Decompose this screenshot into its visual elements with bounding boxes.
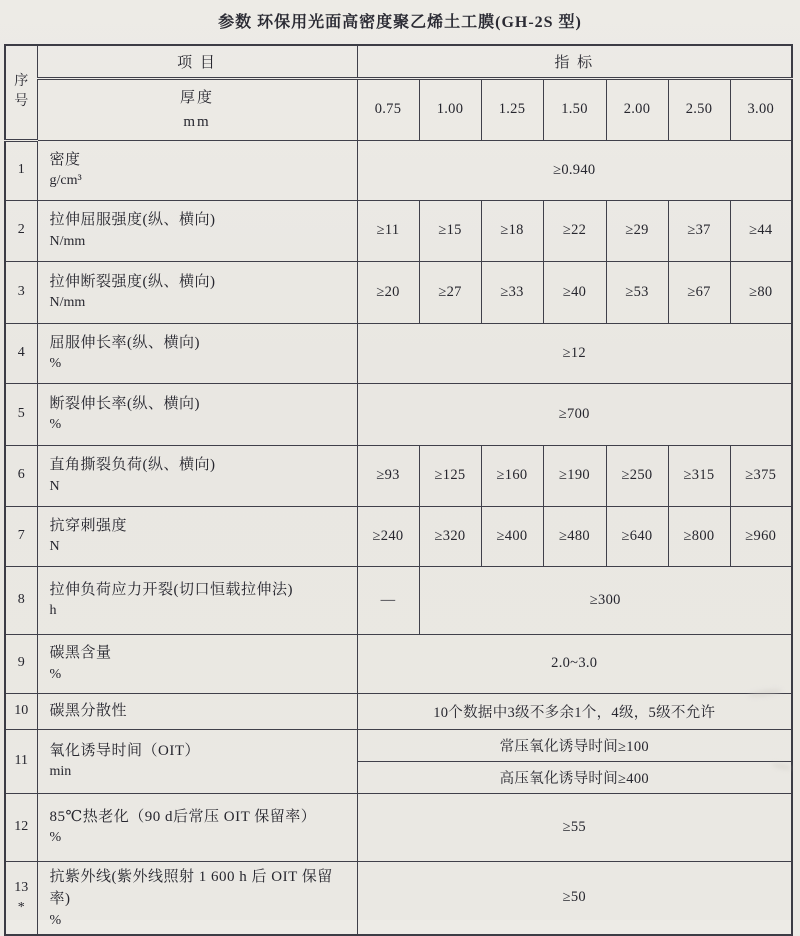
row-no-cell: 13* <box>5 861 37 935</box>
row-item-cell <box>37 693 357 729</box>
row-item-unit: N <box>49 539 60 555</box>
thickness-value-cell: 3.00 <box>730 78 792 140</box>
table-row <box>5 261 792 323</box>
table-row <box>5 729 792 761</box>
row-item-name: 碳黑含量 <box>49 645 112 662</box>
thickness-value-cell: 2.00 <box>606 78 668 140</box>
row-item-unit: % <box>49 417 62 433</box>
row-no-cell: 4 <box>5 323 37 383</box>
row-value-cell: ≥80 <box>730 261 792 323</box>
row-span-value-cell: 10个数据中3级不多余1个，4级，5级不允许 <box>357 693 792 729</box>
row-item-cell <box>37 323 357 383</box>
row-value-cell: ≥315 <box>668 445 730 506</box>
row-item-cell <box>37 729 357 793</box>
row-span-value-cell: ≥55 <box>357 793 792 861</box>
thickness-label: 厚度 <box>179 89 214 106</box>
row-value-cell: ≥125 <box>419 445 481 506</box>
row-item-name: 拉伸屈服强度(纵、横向) <box>49 212 216 229</box>
row-item-unit: N <box>49 478 60 494</box>
row-subvalue-cell: 高压氧化诱导时间≥400 <box>357 761 792 793</box>
row-item-cell <box>37 566 357 634</box>
row-item-name: 屈服伸长率(纵、横向) <box>49 334 200 351</box>
row-value-cell: ≥400 <box>481 506 543 566</box>
row-span-value-cell: ≥300 <box>419 566 792 634</box>
row-value-cell: ≥20 <box>357 261 419 323</box>
thickness-value-cell: 1.50 <box>543 78 606 140</box>
row-item-unit: min <box>49 764 72 780</box>
row-value-cell: ≥640 <box>606 506 668 566</box>
header-item-cell: 项 目 <box>37 45 357 78</box>
row-value-cell: ≥800 <box>668 506 730 566</box>
thickness-value-cell: 0.75 <box>357 78 419 140</box>
table-row <box>5 861 792 935</box>
row-value-cell: ≥27 <box>419 261 481 323</box>
row-subvalue-cell: 常压氧化诱导时间≥100 <box>357 729 792 761</box>
row-value-cell: ≥44 <box>730 200 792 261</box>
row-item-name: 抗穿刺强度 <box>49 517 128 534</box>
row-item-cell <box>37 506 357 566</box>
row-value-cell: ≥67 <box>668 261 730 323</box>
row-no-cell: 12 <box>5 793 37 861</box>
row-item-name: 密度 <box>49 151 81 168</box>
thickness-unit: mm <box>183 113 211 130</box>
table-row <box>5 445 792 506</box>
table-row <box>5 634 792 693</box>
row-value-cell: ≥37 <box>668 200 730 261</box>
row-no-cell: 3 <box>5 261 37 323</box>
row-item-cell <box>37 140 357 200</box>
row-item-unit: h <box>49 603 57 619</box>
row-item-unit: % <box>49 912 62 928</box>
row-item-name: 氧化诱导时间（OIT） <box>49 742 200 759</box>
header-index-cell: 指 标 <box>357 45 792 78</box>
row-item-unit: g/cm³ <box>49 173 82 189</box>
header-thickness-cell <box>37 78 357 140</box>
thickness-value-cell: 1.25 <box>481 78 543 140</box>
row-item-cell <box>37 861 357 935</box>
row-value-cell: ≥240 <box>357 506 419 566</box>
row-no-cell: 7 <box>5 506 37 566</box>
row-no-cell: 10 <box>5 693 37 729</box>
table-row <box>5 140 792 200</box>
row-item-cell <box>37 445 357 506</box>
thickness-value-cell: 1.00 <box>419 78 481 140</box>
row-value-cell: ≥960 <box>730 506 792 566</box>
row-value-cell: ≥22 <box>543 200 606 261</box>
row-item-unit: % <box>49 666 62 682</box>
row-value-cell: ≥190 <box>543 445 606 506</box>
row-dash-cell: — <box>357 566 419 634</box>
row-span-value-cell: 2.0~3.0 <box>357 634 792 693</box>
row-value-cell: ≥480 <box>543 506 606 566</box>
row-value-cell: ≥40 <box>543 261 606 323</box>
row-value-cell: ≥18 <box>481 200 543 261</box>
row-value-cell: ≥11 <box>357 200 419 261</box>
row-item-name: 拉伸负荷应力开裂(切口恒载拉伸法) <box>49 581 293 598</box>
row-no-cell: 5 <box>5 383 37 445</box>
row-value-cell: ≥250 <box>606 445 668 506</box>
row-item-cell <box>37 793 357 861</box>
row-span-value-cell: ≥0.940 <box>357 140 792 200</box>
row-item-cell <box>37 261 357 323</box>
row-item-cell <box>37 383 357 445</box>
row-span-value-cell: ≥12 <box>357 323 792 383</box>
row-item-name: 拉伸断裂强度(纵、横向) <box>49 273 216 290</box>
table-row <box>5 323 792 383</box>
row-item-name: 抗紫外线(紫外线照射 1 600 h 后 OIT 保留率) <box>49 868 333 907</box>
row-value-cell: ≥160 <box>481 445 543 506</box>
table-row <box>5 566 792 634</box>
row-item-name: 碳黑分散性 <box>49 702 128 719</box>
row-item-unit: % <box>49 830 62 846</box>
header-serial-cell: 序号 <box>5 45 37 140</box>
row-span-value-cell: ≥700 <box>357 383 792 445</box>
row-item-cell <box>37 200 357 261</box>
row-value-cell: ≥29 <box>606 200 668 261</box>
row-item-cell <box>37 634 357 693</box>
row-item-name: 断裂伸长率(纵、横向) <box>49 395 200 412</box>
row-value-cell: ≥93 <box>357 445 419 506</box>
page-title: 参数 环保用光面高密度聚乙烯土工膜(GH-2S 型) <box>218 14 582 31</box>
row-item-name: 85℃热老化（90 d后常压 OIT 保留率） <box>49 808 317 825</box>
table-row <box>5 793 792 861</box>
row-value-cell: ≥320 <box>419 506 481 566</box>
table-row <box>5 383 792 445</box>
row-no-cell: 9 <box>5 634 37 693</box>
row-no-cell: 1 <box>5 140 37 200</box>
row-value-cell: ≥53 <box>606 261 668 323</box>
row-no-cell: 6 <box>5 445 37 506</box>
row-item-unit: % <box>49 356 62 372</box>
row-value-cell: ≥33 <box>481 261 543 323</box>
thickness-value-cell: 2.50 <box>668 78 730 140</box>
row-item-unit: N/mm <box>49 295 86 311</box>
table-row <box>5 200 792 261</box>
row-no-cell: 2 <box>5 200 37 261</box>
row-span-value-cell: ≥50 <box>357 861 792 935</box>
row-value-cell: ≥15 <box>419 200 481 261</box>
row-no-cell: 11 <box>5 729 37 793</box>
table-row <box>5 506 792 566</box>
row-value-cell: ≥375 <box>730 445 792 506</box>
row-item-unit: N/mm <box>49 233 86 249</box>
row-no-cell: 8 <box>5 566 37 634</box>
spec-table <box>4 44 793 936</box>
table-row <box>5 693 792 729</box>
row-item-name: 直角撕裂负荷(纵、横向) <box>49 457 216 474</box>
